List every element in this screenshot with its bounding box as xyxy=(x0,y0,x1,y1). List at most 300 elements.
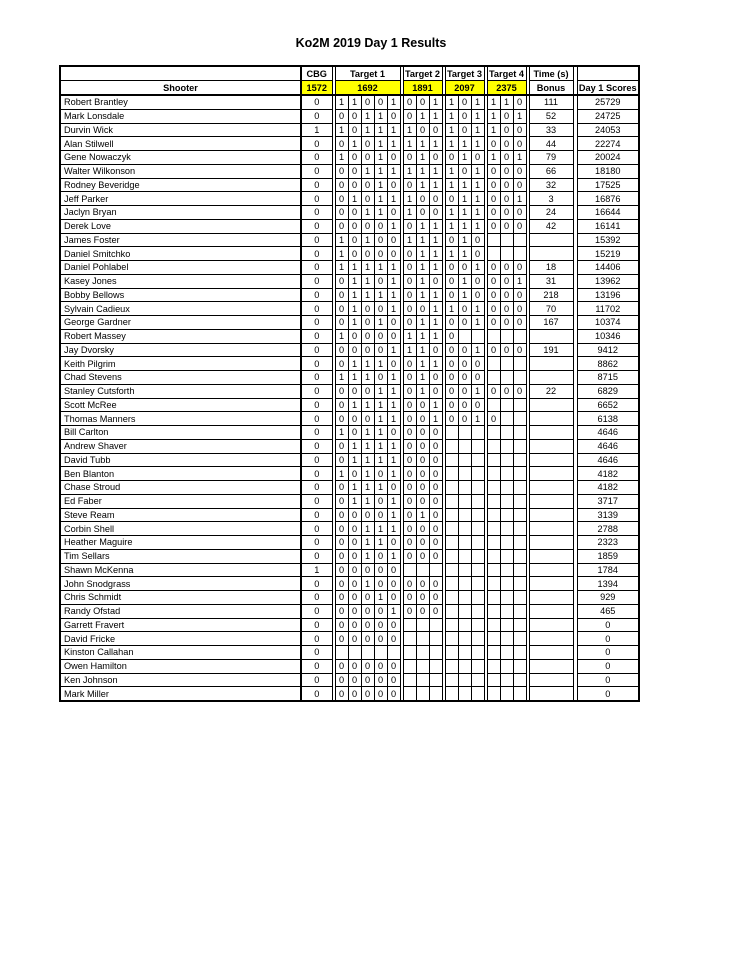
target-2-hit: 1 xyxy=(416,219,429,233)
table-row xyxy=(60,123,639,137)
target-1-hit: 1 xyxy=(374,481,387,495)
target-1-hit: 1 xyxy=(348,494,361,508)
day1-score-cell: 15392 xyxy=(577,233,639,247)
bonus-cell xyxy=(529,329,573,343)
target-1-hit: 1 xyxy=(374,536,387,550)
target-1-hit: 0 xyxy=(348,508,361,522)
target-4-hit xyxy=(487,233,500,247)
target-3-hit: 0 xyxy=(471,247,484,261)
target-4-hit xyxy=(500,673,513,687)
target-3-hit: 0 xyxy=(471,274,484,288)
cbg-cell: 0 xyxy=(301,398,332,412)
bonus-cell: 33 xyxy=(529,123,573,137)
target-1-hit: 0 xyxy=(335,137,348,151)
bonus-cell: 70 xyxy=(529,302,573,316)
target-2-hit xyxy=(403,659,416,673)
target-2-hit: 1 xyxy=(403,329,416,343)
table-row xyxy=(60,618,639,632)
target-1-hit: 0 xyxy=(361,687,374,701)
target-2-hit: 1 xyxy=(429,164,442,178)
target-2-hit: 0 xyxy=(403,426,416,440)
target-4-hit: 0 xyxy=(487,412,500,426)
target-3-hit xyxy=(445,591,458,605)
target-4-score: 2375 xyxy=(487,81,526,96)
table-row xyxy=(60,288,639,302)
cbg-cell: 0 xyxy=(301,371,332,385)
day1-score-cell: 4646 xyxy=(577,453,639,467)
target-1-hit: 1 xyxy=(387,219,400,233)
cbg-score: 1572 xyxy=(301,81,332,96)
target-2-hit: 1 xyxy=(416,357,429,371)
target-3-hit: 1 xyxy=(445,95,458,109)
target-3-hit: 1 xyxy=(471,302,484,316)
target-1-hit: 0 xyxy=(335,522,348,536)
target-3-hit xyxy=(445,481,458,495)
target-3-hit: 1 xyxy=(445,109,458,123)
target-2-hit xyxy=(416,687,429,701)
cbg-cell: 0 xyxy=(301,577,332,591)
target-4-hit xyxy=(500,591,513,605)
target-1-hit: 1 xyxy=(374,522,387,536)
target-4-hit: 0 xyxy=(500,261,513,275)
target-3-hit xyxy=(458,481,471,495)
target-4-hit xyxy=(487,687,500,701)
target-2-hit: 1 xyxy=(429,247,442,261)
day1-score-cell: 4182 xyxy=(577,467,639,481)
shooter-name: Daniel Pohlabel xyxy=(60,261,301,275)
target-1-hit: 0 xyxy=(335,687,348,701)
target-3-hit xyxy=(445,659,458,673)
target-4-hit xyxy=(513,549,526,563)
target-3-hit: 1 xyxy=(445,178,458,192)
table-row xyxy=(60,522,639,536)
cbg-cell: 0 xyxy=(301,412,332,426)
target-4-hit xyxy=(487,632,500,646)
cbg-cell: 0 xyxy=(301,632,332,646)
target-2-hit: 0 xyxy=(403,219,416,233)
target-4-hit: 1 xyxy=(513,151,526,165)
target-1-hit: 0 xyxy=(348,549,361,563)
shooter-name: Thomas Manners xyxy=(60,412,301,426)
target-3-hit: 0 xyxy=(445,288,458,302)
target-1-hit: 0 xyxy=(335,563,348,577)
shooter-name: Derek Love xyxy=(60,219,301,233)
target-1-hit: 0 xyxy=(335,343,348,357)
cbg-cell: 0 xyxy=(301,137,332,151)
day1-score-cell: 4182 xyxy=(577,481,639,495)
shooter-name: Walter Wilkonson xyxy=(60,164,301,178)
shooter-name: Sylvain Cadieux xyxy=(60,302,301,316)
target-3-hit xyxy=(458,329,471,343)
table-row xyxy=(60,591,639,605)
target-4-hit: 0 xyxy=(487,316,500,330)
target-4-hit xyxy=(513,563,526,577)
target-2-hit: 1 xyxy=(416,316,429,330)
day1-score-cell: 6138 xyxy=(577,412,639,426)
target-1-hit: 0 xyxy=(348,591,361,605)
bonus-cell xyxy=(529,233,573,247)
target-4-hit xyxy=(513,481,526,495)
target-2-hit: 1 xyxy=(429,95,442,109)
target-4-hit: 0 xyxy=(500,164,513,178)
target-1-hit: 1 xyxy=(387,95,400,109)
cbg-cell: 0 xyxy=(301,206,332,220)
target-3-hit: 0 xyxy=(458,371,471,385)
target-4-hit xyxy=(500,453,513,467)
target-1-hit: 0 xyxy=(374,329,387,343)
table-row xyxy=(60,398,639,412)
target-1-hit: 0 xyxy=(348,206,361,220)
target-4-hit: 0 xyxy=(500,343,513,357)
target-4-hit xyxy=(513,467,526,481)
target-1-hit: 1 xyxy=(374,439,387,453)
target-4-hit xyxy=(487,536,500,550)
target-1-hit: 1 xyxy=(361,494,374,508)
target-2-hit: 0 xyxy=(403,357,416,371)
table-row xyxy=(60,178,639,192)
target-4-hit: 1 xyxy=(487,151,500,165)
shooter-name: Gene Nowaczyk xyxy=(60,151,301,165)
target-4-hit xyxy=(513,591,526,605)
day1-score-cell: 4646 xyxy=(577,439,639,453)
table-row xyxy=(60,426,639,440)
target-3-hit: 1 xyxy=(445,123,458,137)
target-3-hit xyxy=(471,563,484,577)
target-1-hit: 0 xyxy=(361,343,374,357)
target-4-hit xyxy=(500,632,513,646)
target-1-hit: 0 xyxy=(348,109,361,123)
target-3-hit: 0 xyxy=(445,329,458,343)
target-3-hit: 1 xyxy=(445,302,458,316)
target-1-hit: 1 xyxy=(348,95,361,109)
target-2-hit: 1 xyxy=(429,137,442,151)
target-3-hit xyxy=(458,577,471,591)
target-1-hit: 1 xyxy=(335,95,348,109)
target-3-hit: 0 xyxy=(445,192,458,206)
score-header-blank xyxy=(577,66,639,81)
target-1-hit: 1 xyxy=(387,398,400,412)
target-4-hit xyxy=(487,371,500,385)
target-4-hit: 1 xyxy=(513,274,526,288)
target-1-hit: 0 xyxy=(361,95,374,109)
target-1-hit: 1 xyxy=(348,261,361,275)
cbg-cell: 0 xyxy=(301,439,332,453)
target-1-hit: 0 xyxy=(387,109,400,123)
bonus-cell xyxy=(529,439,573,453)
target-4-hit xyxy=(487,659,500,673)
target-1-hit: 1 xyxy=(361,481,374,495)
target-2-hit: 1 xyxy=(416,178,429,192)
target-4-hit: 0 xyxy=(513,137,526,151)
shooter-name: Chris Schmidt xyxy=(60,591,301,605)
target-1-hit: 1 xyxy=(361,467,374,481)
target-2-hit: 0 xyxy=(416,123,429,137)
target-3-hit: 0 xyxy=(458,412,471,426)
target-2-hit xyxy=(403,687,416,701)
day1-score-cell: 14406 xyxy=(577,261,639,275)
target-1-hit: 0 xyxy=(361,192,374,206)
table-row xyxy=(60,329,639,343)
target-1-hit: 1 xyxy=(348,192,361,206)
target-2-hit: 1 xyxy=(429,261,442,275)
target-3-hit xyxy=(471,687,484,701)
target-2-hit: 1 xyxy=(429,178,442,192)
target-1-hit: 1 xyxy=(361,426,374,440)
target-1-hit: 0 xyxy=(387,178,400,192)
target-1-hit: 0 xyxy=(374,233,387,247)
target-4-hit xyxy=(487,398,500,412)
day1-score-cell: 0 xyxy=(577,659,639,673)
target-4-hit: 0 xyxy=(487,178,500,192)
target-4-hit xyxy=(500,646,513,660)
target-1-hit: 0 xyxy=(361,316,374,330)
target-1-hit: 0 xyxy=(348,632,361,646)
shooter-name: Mark Miller xyxy=(60,687,301,701)
cbg-cell: 0 xyxy=(301,274,332,288)
target-1-hit: 0 xyxy=(374,219,387,233)
bonus-cell xyxy=(529,467,573,481)
day1-score-cell: 0 xyxy=(577,618,639,632)
target-1-hit: 0 xyxy=(374,371,387,385)
cbg-cell: 0 xyxy=(301,618,332,632)
target-1-hit: 0 xyxy=(335,384,348,398)
target-3-hit: 1 xyxy=(445,164,458,178)
target-2-hit: 1 xyxy=(403,137,416,151)
cbg-cell: 0 xyxy=(301,192,332,206)
target-2-hit xyxy=(403,618,416,632)
target-1-hit: 0 xyxy=(387,316,400,330)
target-3-hit xyxy=(458,426,471,440)
target-1-hit: 0 xyxy=(387,247,400,261)
target-3-hit: 1 xyxy=(458,247,471,261)
target-3-hit xyxy=(458,687,471,701)
target-1-hit: 1 xyxy=(387,508,400,522)
target-2-hit: 1 xyxy=(416,137,429,151)
target-2-hit: 0 xyxy=(429,206,442,220)
target-2-hit: 1 xyxy=(416,343,429,357)
day1-score-cell: 16141 xyxy=(577,219,639,233)
target-1-hit: 1 xyxy=(361,549,374,563)
target-1-hit: 0 xyxy=(348,618,361,632)
target-3-hit xyxy=(471,439,484,453)
target-3-hit xyxy=(471,618,484,632)
cbg-cell: 0 xyxy=(301,151,332,165)
target-2-hit: 0 xyxy=(416,591,429,605)
target-1-hit: 0 xyxy=(335,164,348,178)
target-2-hit: 1 xyxy=(403,192,416,206)
target-2-hit: 1 xyxy=(416,164,429,178)
target-2-hit: 0 xyxy=(416,604,429,618)
target-1-hit: 0 xyxy=(361,673,374,687)
target-3-hit xyxy=(458,618,471,632)
shooter-name: Tim Sellars xyxy=(60,549,301,563)
target-1-hit: 1 xyxy=(335,371,348,385)
bonus-cell: 3 xyxy=(529,192,573,206)
target-3-hit xyxy=(458,563,471,577)
target-4-hit: 0 xyxy=(513,343,526,357)
target-1-hit: 0 xyxy=(387,687,400,701)
target-2-hit: 0 xyxy=(429,536,442,550)
target-2-hit: 0 xyxy=(416,481,429,495)
target-3-hit xyxy=(471,659,484,673)
cbg-cell: 0 xyxy=(301,95,332,109)
table-row xyxy=(60,357,639,371)
target-3-hit xyxy=(458,646,471,660)
target-1-hit: 0 xyxy=(387,151,400,165)
shooter-name: Rodney Beveridge xyxy=(60,178,301,192)
cbg-cell: 0 xyxy=(301,247,332,261)
shooter-name: Garrett Fravert xyxy=(60,618,301,632)
cbg-cell: 0 xyxy=(301,522,332,536)
table-row xyxy=(60,481,639,495)
target-2-hit: 0 xyxy=(403,288,416,302)
target-1-hit: 0 xyxy=(374,604,387,618)
target-4-hit: 0 xyxy=(513,164,526,178)
target-4-hit xyxy=(500,687,513,701)
target-2-hit: 1 xyxy=(416,151,429,165)
bonus-cell xyxy=(529,536,573,550)
target-2-hit: 0 xyxy=(403,261,416,275)
target-4-hit: 0 xyxy=(487,274,500,288)
target-1-hit: 0 xyxy=(335,206,348,220)
table-row xyxy=(60,151,639,165)
target-3-hit xyxy=(471,536,484,550)
bonus-cell: 42 xyxy=(529,219,573,233)
target-4-hit xyxy=(500,233,513,247)
target-4-hit xyxy=(487,646,500,660)
day1-score-cell: 4646 xyxy=(577,426,639,440)
shooter-name: Ben Blanton xyxy=(60,467,301,481)
target-2-hit: 0 xyxy=(403,384,416,398)
shooter-name: Alan Stilwell xyxy=(60,137,301,151)
target-1-hit: 0 xyxy=(335,439,348,453)
target-4-hit: 1 xyxy=(487,95,500,109)
cbg-cell: 0 xyxy=(301,591,332,605)
target-3-hit xyxy=(458,659,471,673)
target-1-hit: 0 xyxy=(361,412,374,426)
target-1-hit: 0 xyxy=(387,577,400,591)
shooter-name: Keith Pilgrim xyxy=(60,357,301,371)
target-1-hit: 1 xyxy=(361,577,374,591)
target-4-hit: 0 xyxy=(487,261,500,275)
target-1-hit: 0 xyxy=(348,604,361,618)
target-1-hit: 1 xyxy=(361,233,374,247)
day1-score-cell: 24725 xyxy=(577,109,639,123)
day1-score-cell: 13962 xyxy=(577,274,639,288)
target-1-hit: 0 xyxy=(387,618,400,632)
target-2-hit: 0 xyxy=(416,467,429,481)
bonus-cell xyxy=(529,398,573,412)
target-2-hit: 0 xyxy=(416,577,429,591)
target-2-hit: 1 xyxy=(416,247,429,261)
target-2-hit: 0 xyxy=(403,412,416,426)
day1-score-cell: 8715 xyxy=(577,371,639,385)
target-1-hit: 0 xyxy=(348,343,361,357)
shooter-name: Chad Stevens xyxy=(60,371,301,385)
target-4-hit xyxy=(513,577,526,591)
target-1-hit: 1 xyxy=(361,357,374,371)
shooter-name: Bill Carlton xyxy=(60,426,301,440)
target-1-hit: 0 xyxy=(361,384,374,398)
target-1-hit: 0 xyxy=(348,151,361,165)
target-4-hit xyxy=(487,453,500,467)
target-4-hit xyxy=(513,659,526,673)
target-3-hit: 1 xyxy=(471,164,484,178)
target-1-hit: 0 xyxy=(348,426,361,440)
target-1-hit: 0 xyxy=(335,357,348,371)
target-3-hit xyxy=(471,508,484,522)
bonus-cell xyxy=(529,646,573,660)
shooter-name: Mark Lonsdale xyxy=(60,109,301,123)
day1-score-cell: 13196 xyxy=(577,288,639,302)
target-3-hit xyxy=(445,508,458,522)
target-2-hit: 1 xyxy=(403,233,416,247)
target-1-hit: 0 xyxy=(348,233,361,247)
target-3-hit: 0 xyxy=(471,371,484,385)
target-1-hit: 0 xyxy=(387,591,400,605)
cbg-cell: 0 xyxy=(301,316,332,330)
target-3-hit: 1 xyxy=(471,316,484,330)
target-1-hit: 1 xyxy=(348,453,361,467)
target-1-hit: 0 xyxy=(335,604,348,618)
target-1-hit: 0 xyxy=(335,302,348,316)
target-1-hit: 0 xyxy=(374,508,387,522)
target-3-hit: 0 xyxy=(471,233,484,247)
shooter-name: David Fricke xyxy=(60,632,301,646)
target-3-hit: 1 xyxy=(471,384,484,398)
target-3-hit xyxy=(458,439,471,453)
target-4-hit xyxy=(500,549,513,563)
target-4-hit xyxy=(487,577,500,591)
table-row xyxy=(60,164,639,178)
table-row xyxy=(60,192,639,206)
shooter-name: George Gardner xyxy=(60,316,301,330)
target-4-hit: 0 xyxy=(487,302,500,316)
table-row xyxy=(60,261,639,275)
target-1-hit: 0 xyxy=(335,274,348,288)
day1-score-cell: 0 xyxy=(577,632,639,646)
target-1-hit: 1 xyxy=(361,522,374,536)
target-1-hit: 1 xyxy=(361,109,374,123)
target-3-hit xyxy=(471,426,484,440)
target-3-hit xyxy=(445,426,458,440)
target-3-hit: 1 xyxy=(458,178,471,192)
target-3-hit xyxy=(471,632,484,646)
bonus-cell xyxy=(529,426,573,440)
target-4-hit xyxy=(513,371,526,385)
target-1-hit: 0 xyxy=(361,591,374,605)
target-3-hit: 1 xyxy=(458,233,471,247)
target-1-hit: 0 xyxy=(361,178,374,192)
target-2-hit: 0 xyxy=(403,604,416,618)
target-3-hit xyxy=(445,494,458,508)
target-1-hit: 1 xyxy=(387,439,400,453)
target-4-hit xyxy=(500,329,513,343)
target-3-hit xyxy=(471,591,484,605)
target-3-hit: 1 xyxy=(471,192,484,206)
bonus-cell xyxy=(529,508,573,522)
target-3-hit: 1 xyxy=(471,178,484,192)
target-1-hit: 0 xyxy=(361,151,374,165)
target-1-hit: 0 xyxy=(335,673,348,687)
target-1-hit: 0 xyxy=(335,109,348,123)
target-3-hit: 1 xyxy=(471,123,484,137)
target-2-header: Target 2 xyxy=(403,66,442,81)
bonus-cell: 167 xyxy=(529,316,573,330)
table-row xyxy=(60,371,639,385)
target-1-hit: 1 xyxy=(387,467,400,481)
table-row xyxy=(60,632,639,646)
